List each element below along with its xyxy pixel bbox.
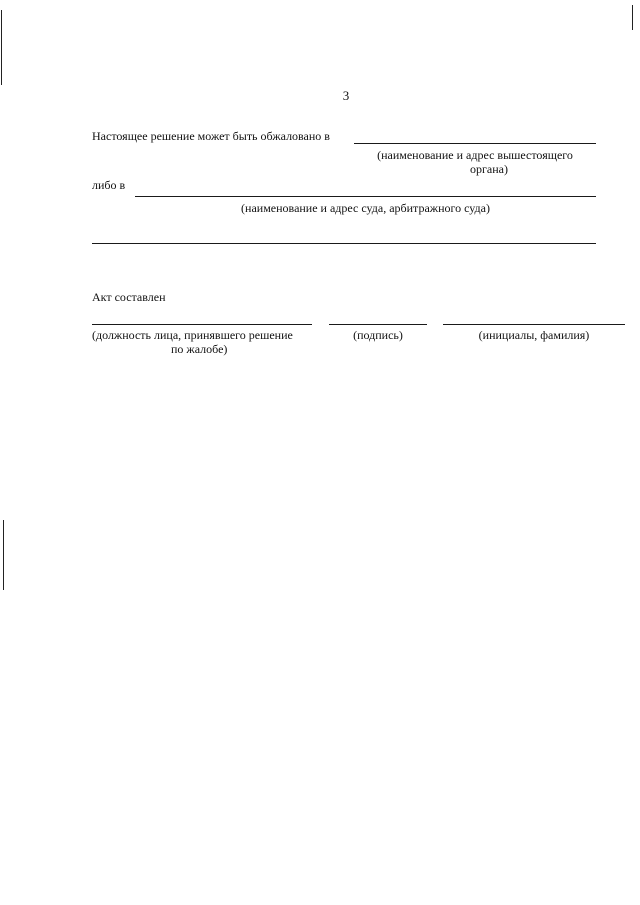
name-caption: (инициалы, фамилия): [478, 328, 590, 342]
name-fill-line: [443, 324, 625, 325]
or-label: либо в: [92, 178, 126, 192]
appeal-intro-text: Настоящее решение может быть обжаловано в: [92, 129, 330, 143]
higher-body-fill-line: [354, 143, 596, 144]
extra-fill-line: [92, 243, 596, 244]
page-number: 3: [342, 88, 350, 103]
position-caption: [92, 328, 322, 356]
higher-body-caption-line1: (наименование и адрес вышестоящего: [377, 148, 573, 162]
scan-edge-mark-top-right: [632, 5, 633, 30]
position-fill-line: [92, 324, 312, 325]
higher-body-caption: [354, 148, 596, 176]
signature-caption: (подпись): [353, 328, 403, 342]
position-caption-line1: (должность лица, принявшего решение: [92, 328, 293, 342]
higher-body-caption-line2: органа): [470, 162, 508, 176]
position-caption-line2: по жалобе): [171, 342, 228, 356]
court-caption: (наименование и адрес суда, арбитражного суда): [241, 201, 490, 215]
court-fill-line: [135, 196, 596, 197]
scan-edge-mark-middle-left: [3, 520, 4, 590]
signature-fill-line: [329, 324, 427, 325]
scan-edge-mark-top-left: [1, 10, 2, 85]
act-composed-label: Акт составлен: [92, 290, 166, 304]
